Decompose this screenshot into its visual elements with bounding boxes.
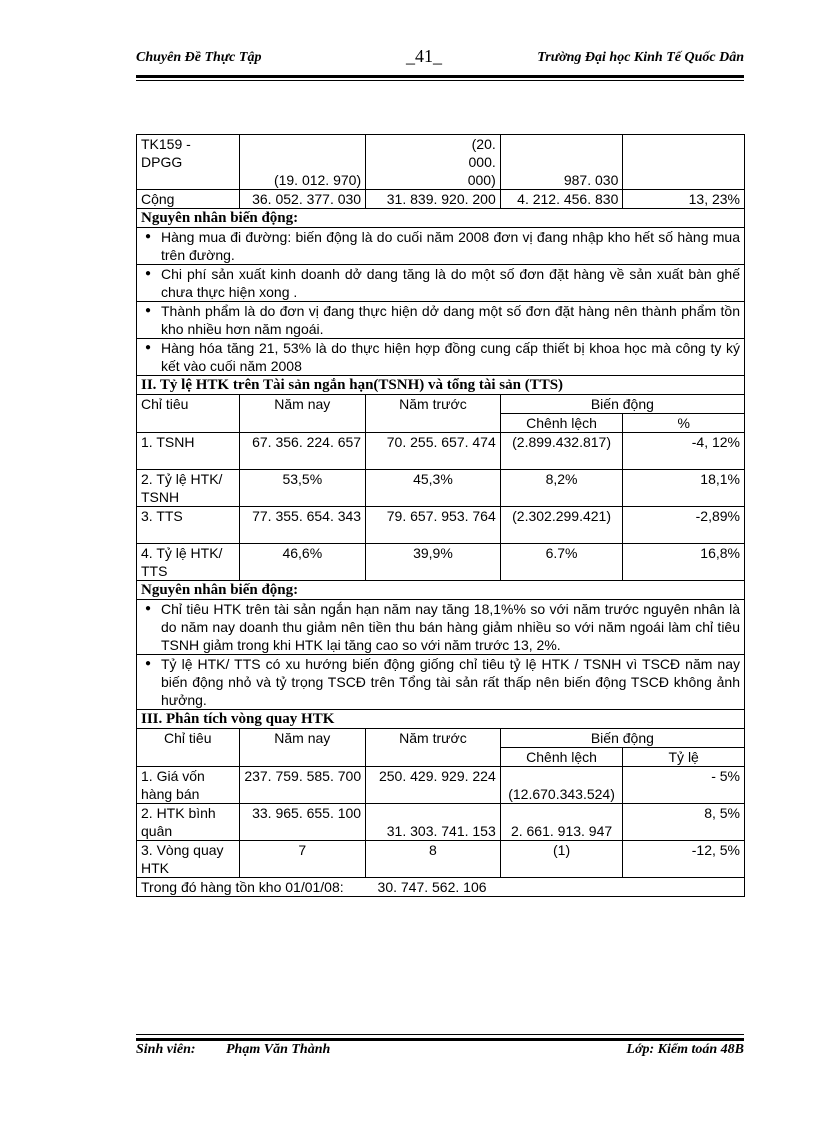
cell-value: 8, 5%: [623, 804, 745, 841]
cell-value: 250. 429. 929. 224: [366, 767, 501, 804]
cell-value: 46,6%: [239, 544, 366, 581]
col-header: Năm trước: [366, 729, 501, 767]
note-label: Trong đó hàng tồn kho 01/01/08:: [141, 879, 344, 895]
cell-value: 31. 839. 920. 200: [366, 190, 501, 209]
cause-title: Nguyên nhân biến động:: [137, 209, 745, 228]
cell-value: 53,5%: [239, 470, 366, 507]
note-value: 30. 747. 562. 106: [377, 879, 487, 895]
cell-value: 70. 255. 657. 474: [366, 433, 501, 470]
student-label: Sinh viên:: [136, 1042, 196, 1057]
cell-value: (20. 000. 000): [366, 135, 501, 190]
row-label: 4. Tỷ lệ HTK/ TTS: [137, 544, 240, 581]
col-header: Năm trước: [366, 395, 501, 433]
header-left: Chuyên Đề Thực Tập: [136, 50, 262, 65]
row-label: 1. TSNH: [137, 433, 240, 470]
cell-value: (19. 012. 970): [239, 135, 366, 190]
cell-value: (12.670.343.524): [500, 767, 623, 804]
col-header: Năm nay: [239, 395, 366, 433]
cause-bullet: ● Thành phẩm là do đơn vị đang thực hiện dở dang một số đơn đặt hàng nên thành phẩm tồn kho nhiều hơn năm ngoái.: [137, 302, 745, 339]
cell-value: 4. 212. 456. 830: [500, 190, 623, 209]
header-rule-thin: [136, 80, 744, 81]
col-header: Chỉ tiêu: [137, 729, 240, 767]
table-row: [137, 544, 745, 581]
table-row: [137, 767, 745, 804]
cell-value: 987. 030: [500, 135, 623, 190]
cell-value: (2.899.432.817): [500, 433, 623, 470]
cause-bullet: ● Hàng mua đi đường: biến động là do cuối năm 2008 đơn vị đang nhập kho hết số hàng mua trên đường.: [137, 228, 745, 265]
footer-rule-thick: [136, 1038, 744, 1041]
cause-bullet: ● Chi phí sản xuất kinh doanh dở dang tăng là do một số đơn đặt hàng về sản xuất bàn ghế chưa thực hiện xong .: [137, 265, 745, 302]
cell-value: 45,3%: [366, 470, 501, 507]
analysis-table: [136, 134, 745, 897]
section-title: II. Tỷ lệ HTK trên Tài sản ngắn hạn(TSNH) và tổng tài sản (TTS): [137, 376, 745, 395]
footer-rule-thin: [136, 1034, 744, 1035]
table-row: [137, 507, 745, 544]
cell-value: -12, 5%: [623, 841, 745, 878]
page-footer: [136, 1042, 744, 1058]
table-row: [137, 135, 745, 190]
cell-value: [623, 135, 745, 190]
row-label: 2. HTK bình quân: [137, 804, 240, 841]
col-header: Chênh lệch: [500, 748, 623, 767]
row-label: TK159 - DPGG: [137, 135, 240, 190]
col-header: Biến động: [500, 395, 744, 414]
col-header: %: [623, 414, 745, 433]
col-header: Tỷ lệ: [623, 748, 745, 767]
col-header: Chênh lệch: [500, 414, 623, 433]
row-label: 1. Giá vốn hàng bán: [137, 767, 240, 804]
cell-value: 237. 759. 585. 700: [239, 767, 366, 804]
cell-value: 18,1%: [623, 470, 745, 507]
cell-value: (2.302.299.421): [500, 507, 623, 544]
section-title: III. Phân tích vòng quay HTK: [137, 710, 745, 729]
cell-value: 6.7%: [500, 544, 623, 581]
cell-value: 33. 965. 655. 100: [239, 804, 366, 841]
cell-value: 8: [366, 841, 501, 878]
cell-value: 13, 23%: [623, 190, 745, 209]
table-row: [137, 470, 745, 507]
cause-bullet: ● Tỷ lệ HTK/ TTS có xu hướng biến động giống chỉ tiêu tỷ lệ HTK / TSNH vì TSCĐ năm nay biến động nhỏ và tỷ trọng TSCĐ trên Tổng tài sản rất thấp nên biến động TSCĐ không ảnh hưởng.: [137, 655, 745, 710]
header-rule-thick: [136, 75, 744, 78]
col-header: Năm nay: [239, 729, 366, 767]
cell-value: 77. 355. 654. 343: [239, 507, 366, 544]
cell-value: -2,89%: [623, 507, 745, 544]
header-right: Trường Đại học Kinh Tế Quốc Dân: [537, 50, 744, 65]
cause-bullet: ● Chỉ tiêu HTK trên tài sản ngắn hạn năm nay tăng 18,1%% so với năm trước nguyên nhân là do năm nay doanh thu giảm nên tiền thu bán hàng giảm nhiều so với năm ngoái làm chỉ tiêu TSNH giảm trong khi HTK lại tăng cao so với năm trước 13, 2%.: [137, 600, 745, 655]
col-header: Chỉ tiêu: [137, 395, 240, 433]
page-header: [136, 46, 744, 74]
cell-value: - 5%: [623, 767, 745, 804]
row-label: 2. Tỷ lệ HTK/ TSNH: [137, 470, 240, 507]
cell-value: 79. 657. 953. 764: [366, 507, 501, 544]
cell-value: 2. 661. 913. 947: [500, 804, 623, 841]
row-label: 3. Vòng quay HTK: [137, 841, 240, 878]
row-label: Cộng: [137, 190, 240, 209]
table-row: [137, 841, 745, 878]
student-name: Phạm Văn Thành: [226, 1042, 331, 1057]
cell-value: 31. 303. 741. 153: [366, 804, 501, 841]
cell-value: (1): [500, 841, 623, 878]
col-header: Biến động: [500, 729, 744, 748]
table-row: [137, 433, 745, 470]
cell-value: 8,2%: [500, 470, 623, 507]
cell-value: -4, 12%: [623, 433, 745, 470]
cell-value: 36. 052. 377. 030: [239, 190, 366, 209]
page-number: _41_: [406, 46, 442, 66]
cell-value: 67. 356. 224. 657: [239, 433, 366, 470]
cause-title: Nguyên nhân biến động:: [137, 581, 745, 600]
cell-value: 39,9%: [366, 544, 501, 581]
table-row: [137, 804, 745, 841]
cell-value: 16,8%: [623, 544, 745, 581]
class-label: Lớp: Kiểm toán 48B: [626, 1042, 744, 1057]
cause-bullet: ● Hàng hóa tăng 21, 53% là do thực hiện hợp đồng cung cấp thiết bị khoa học mà công ty ký kết vào cuối năm 2008: [137, 339, 745, 376]
inventory-note: [137, 878, 745, 897]
table-row: [137, 190, 745, 209]
row-label: 3. TTS: [137, 507, 240, 544]
cell-value: 7: [239, 841, 366, 878]
